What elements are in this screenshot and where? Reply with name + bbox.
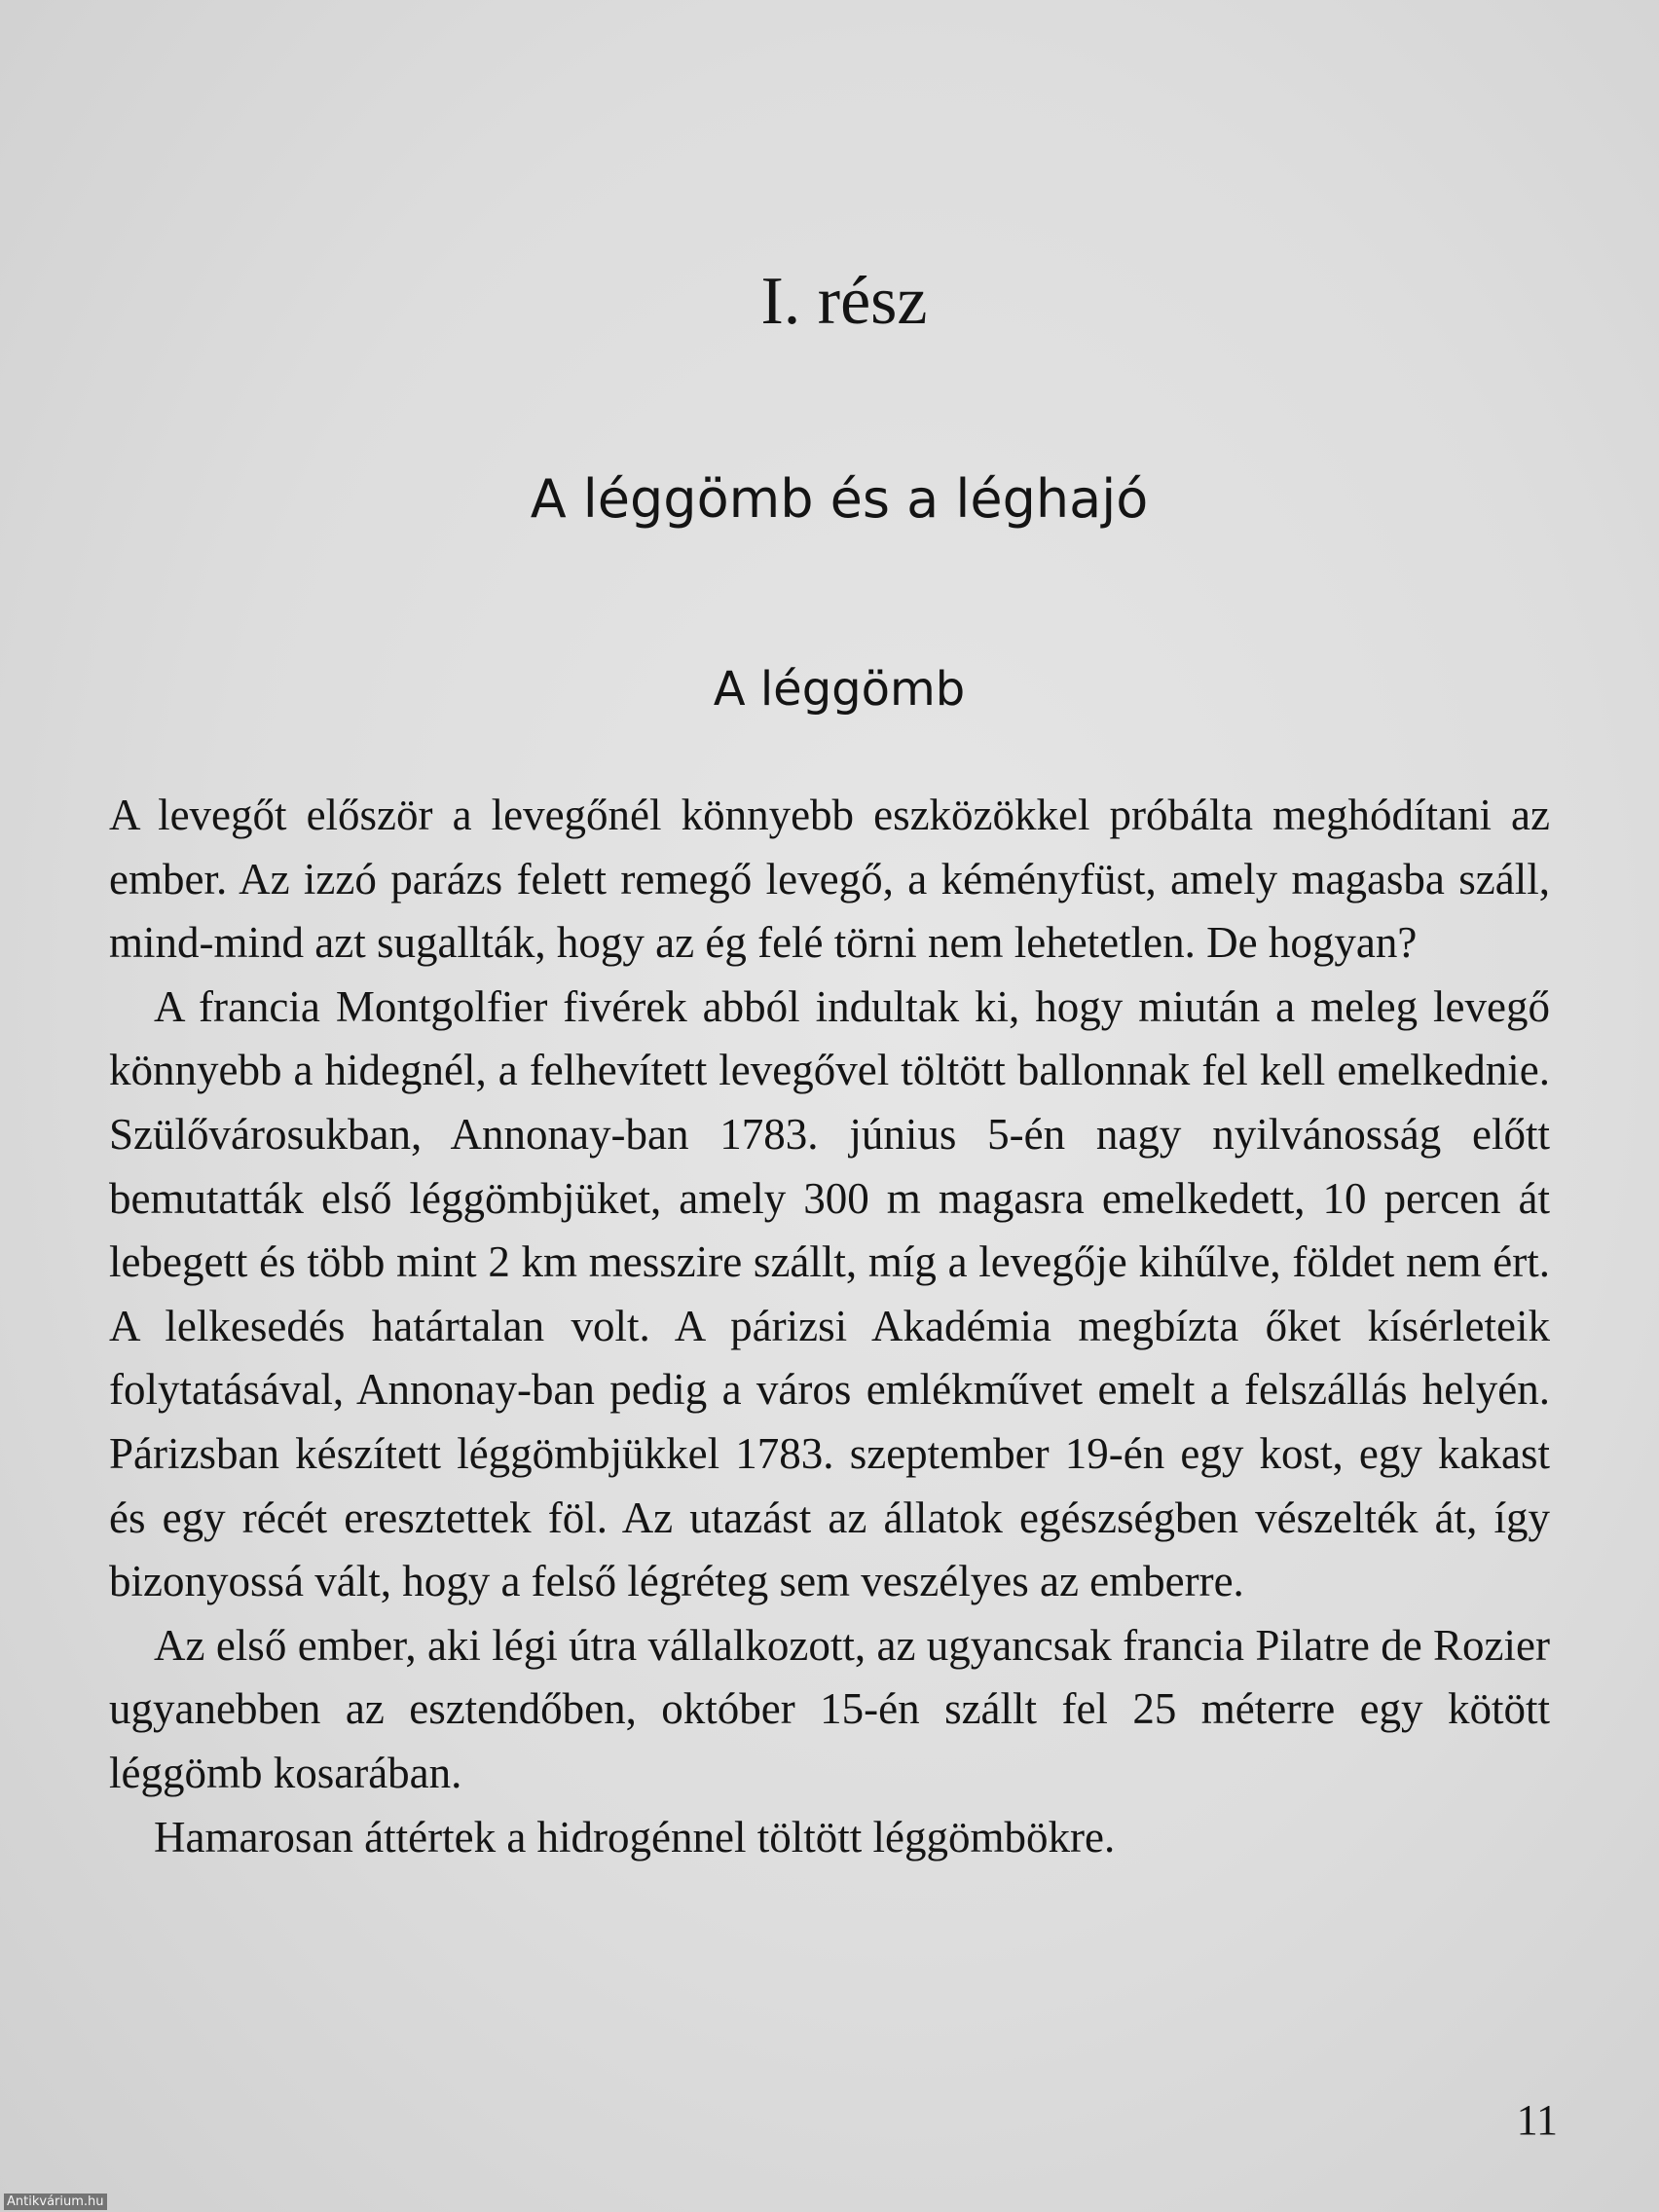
watermark: Antikvárium.hu	[4, 2194, 107, 2210]
chapter-title: A léggömb és a léghajó	[530, 468, 1149, 530]
body-text	[109, 784, 1550, 1869]
paragraph: A francia Montgolfier fivérek abból indultak ki, hogy miután a meleg levegő könnyebb a hidegnél, a felhevített levegővel töltött ballonnak fel kell emelkednie. Szülővárosukban, Annonay-ban 1783. június 5-én nagy nyilvánosság előtt bemutatták első léggömbjüket, amely 300 m magasra emelkedett, 10 percen át lebegett és több mint 2 km messzire szállt, míg a levegője kihűlve, földet nem ért. A lelkesedés határtalan volt. A párizsi Akadémia megbízta őket kísérleteik folytatásával, Annonay-ban pedig a város emlékművet emelt a felszállás helyén. Párizsban készített léggömbjükkel 1783. szeptember 19-én egy kost, egy kakast és egy récét eresztettek föl. Az utazást az állatok egészségben vészelték át, így bizonyossá vált, hogy a felső légréteg sem veszélyes az emberre.	[109, 981, 1550, 1606]
page-number: 11	[1516, 2096, 1558, 2144]
section-title: A léggömb	[713, 662, 966, 717]
paragraph: Az első ember, aki légi útra vállalkozott, az ugyancsak francia Pilatre de Rozier ugyanebben az esztendőben, október 15-én szállt fel 25 méterre egy kötött léggömb kosarában.	[109, 1620, 1550, 1797]
paragraph: A levegőt először a levegőnél könnyebb eszközökkel próbálta meghódítani az ember. Az izzó parázs felett remegő levegő, a kéményfüst, amely magasba száll, mind-mind azt sugallták, hogy az ég felé törni nem lehetetlen. De hogyan?	[109, 791, 1550, 968]
part-title: I. rész	[760, 264, 928, 339]
paragraph: Hamarosan áttértek a hidrogénnel töltött léggömbökre.	[154, 1812, 1116, 1862]
